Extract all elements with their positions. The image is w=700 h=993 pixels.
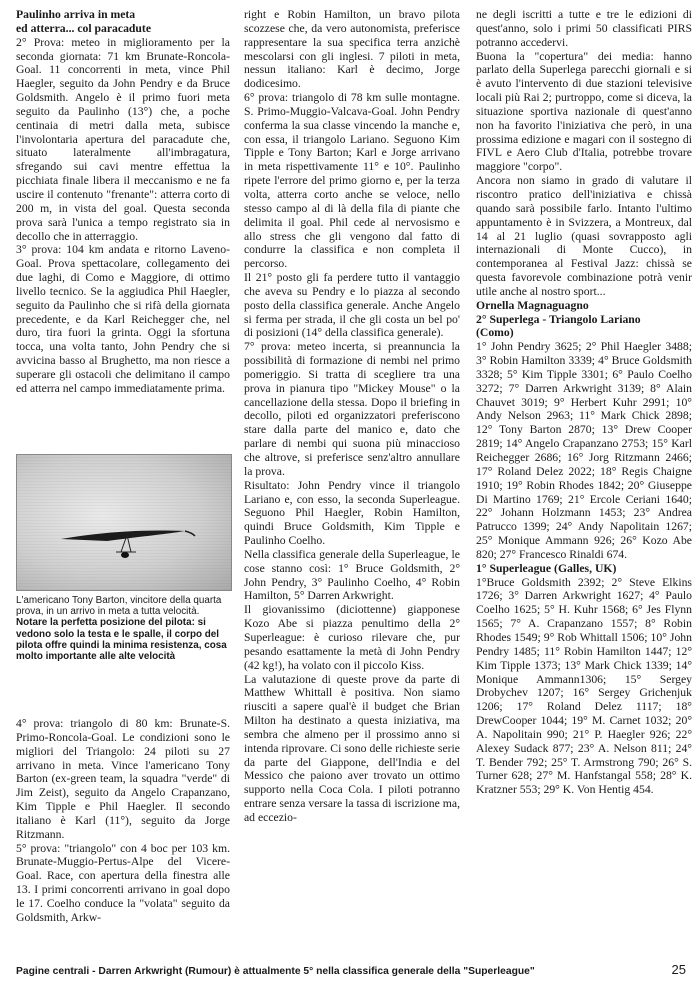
results-list-2: 1° John Pendry 3625; 2° Phil Haegler 3488; 3° Robin Hamilton 3339; 4° Bruce Goldsmith 3328; 5° Kim Tipple 3301; 6° Paulo Coelho 3272; 7° Darren Arkwright 3139; 8° Alain Chauvet 3019; 9° Herbert Kuhr 2991; 10° Andy Nelson 2963; 11° Mark Chick 2898; 12° Tony Barton 2870; 13° Drew Cooper 2819; 14° Angelo Crapanzano 2753; 15° Karl Reichegger 2686; 16° Jorg Ritzmann 2466; 17° Roland Delez 2022; 18° Regis Chaigne 1910; 19° Robin Rhodes 1842; 20° Giuseppe Di Martino 1769; 21° Ercole Ceriani 1640; 22° Johann Holzmann 1453; 23° Andrea Patrucco 1399; 24° Andy Napolitain 1267; 25° Monique Ammann 926; 26° Kozo Abe 820; 27° Francesco Rinaldi 674. (476, 340, 692, 561)
photo-caption-lead: L'americano Tony Barton, vincitore della quarta prova, in un arrivo in meta a tutta velocità. (16, 595, 222, 618)
paragraph-montreux: Ancora non siamo in grado di valutare il riscontro pratico dell'iniziativa e chissà quando sarà possibile farlo. Intanto l'ultimo appuntamento è in Svizzera, a Montreux, dal 14 al 21 luglio (quasi sovrapposto agli internazionali di Monte Cucco), in contemporanea al Festival Jazz: chissà se questa favorevole combinazione potrà venir utile anche al nostro sport... (476, 174, 692, 298)
column-2 (244, 8, 460, 825)
paragraph-continuation: right e Robin Hamilton, un bravo pilota scozzese che, da vero autonomista, preferisce rappresentare la sua specifica terra anzichè mescolarsi con gli inglesi. 7 piloti in meta, nessun italiano: Karl è decimo, Jorge dodicesimo. (244, 8, 460, 91)
footer-caption: Pagine centrali - Darren Arkwright (Rumour) è attualmente 5° nella classifica generale della "Superleague" (16, 966, 535, 977)
photo-caption (16, 595, 230, 662)
paragraph-21-posto: Il 21° posto gli fa perdere tutto il vantaggio che aveva su Pendry e lo piazza al secondo posto della classifica generale. Anche Angelo si ferma per strada, il che gli costa un bel po' di posizioni (14° della classifica generale). (244, 271, 460, 340)
paragraph-prova-5: 5° prova: "triangolo" con 4 boc per 103 km. Brunate-Muggio-Pertus-Alpe del Vicere-Goal. Race, con apertura della finestra alle 13. I primi concorrenti arrivano in goal dopo le 17. Coelho conduce la "volata" seguito da Goldsmith, Arkw- (16, 841, 230, 924)
paragraph-prova-6: 6° prova: triangolo di 78 km sulle montagne. S. Primo-Muggio-Valcava-Goal. John Pendry conferma la sua classe vincendo la manche e, con essa, il triangolo Lariano. Seguono Kim Tipple e Tony Barton; Karl e Jorge arrivano in meta rispettivamente 11° e 10°. Paulinho ripete l'errore del primo giorno e, per la terza volta, atterra corto anche se veloce, nello stesso campo al di là della fila di piante che delimita il goal. Phil cede al nervosismo e allo stress che gli vengono dal fatto di condurre la classifica e non completa il percorso. (244, 91, 460, 271)
paragraph-pirs: ne degli iscritti a tutte e tre le edizioni di quest'anno, solo i primi 50 classificati PIRS potranno accedervi. (476, 8, 692, 49)
column-3 (476, 8, 692, 797)
results-heading-2 (476, 313, 692, 341)
column-1 (16, 8, 230, 396)
page-number: 25 (671, 962, 686, 977)
paragraph-risultato: Risultato: John Pendry vince il triangolo Lariano e, con esso, la seconda Superleague. Seguono Phil Haegler, Robin Hamilton, quindi Bruce Goldsmith, Kim Tipple e Paulinho Coelho. (244, 478, 460, 548)
results-list-1: 1°Bruce Goldsmith 2392; 2° Steve Elkins 1726; 3° Darren Arkwright 1627; 4° Paulo Coelho 1625; 5° H. Kuhr 1568; 6° Jes Flynn 1565; 7° A. Crapanzano 1557; 8° Robin Rhodes 1549; 9° Rob Whittall 1506; 10° John Pendry 1485; 11° Robin Hamilton 1447; 12° Kim Tipple 1373; 13° Mark Chick 1339; 14° Monique Ammann1306; 15° Sergey Drobychev 1207; 16° Sergey Grichenjuk 1206; 17° Roland Delez 1117; 18° DrewCooper 1044; 19° M. Carnet 1032; 20° A. Napolitain 990; 21° P. Haegler 926; 22° Alexey Sudack 877; 23° A. Nelson 811; 24° T. Bender 792; 25° T. Armstrong 790; 26° S. Turner 628; 27° M. Hanfstangal 558; 28° K. Kratzner 553; 29° K. Von Hentig 454. (476, 575, 692, 797)
results-heading-1: 1° Superleague (Galles, UK) (476, 561, 617, 575)
paragraph-prova-3: 3° prova: 104 km andata e ritorno Laveno-Goal. Prova spettacolare, collegamento dei due laghi, di Como e Maggiore, di ottimo livello tecnico. Se la aggiudica Phil Haegler, seguito da Paulinho che si rifà della giornata precedente, e da Karl Reichegger che, nel duro, tira fuori la grinta. Oggi la sfortuna tocca, una volta tanto, John Pendry che si avvicina basso al Brughetto, ma non riesce a superare gli ostacoli che delimitano il campo ed atterra nel campo immediatamente prima. (16, 243, 230, 395)
paragraph-valutazione: La valutazione di queste prove da parte di Matthew Whittall è positiva. Non siamo riusciti a sapere qual'è il budget che Brian Milton ha destinato a questa iniziativa, ma sembra che almeno per il prossimo anno si intenda riprovare. Ci sono delle richieste serie da parte del Giappone, dell'India e del Messico che paiono aver trovato un ottimo supporto nella Coca Cola. I piloti potranno entrare senza versare la tassa di iscrizione ma, ad eccezio- (244, 672, 460, 824)
article-title (16, 8, 230, 36)
paragraph-prova-2: 2° Prova: meteo in miglioramento per la seconda giornata: 71 km Brunate-Roncola-Goal. 11 concorrenti in meta, vince Phil Haegler, seguito da John Pendry e da Bruce Goldsmith. Angelo è il primo fuori meta seguito da Paulinho (13°) che, a poche centinaia di metri dalla meta, subisce l'involontaria apertura del paracadute che, situato lateralmente all'imbragatura, sfregando sui cavi mentre effettua la picchiata finale libera il meccanismo e ne fa uscire il contenuto "frenante": atterra corto di 200 m, in vista del goal. Questa seconda prova sarà l'unica a tempo registrato sia in decollo che in atterraggio. (16, 35, 230, 243)
article-title-line-1: Paulinho arriva in meta (16, 8, 136, 21)
paragraph-prova-4: 4° prova: triangolo di 80 km: Brunate-S. Primo-Roncola-Goal. Le condizioni sono le migliori del Triangolo: 24 piloti su 27 arrivano in meta. Vince l'americano Tony Barton (ex-green team, la squadra "verde" di Jim Zeist), seguito da Angelo Crapanzano, Kim Tipple e Phil Haegler. Il secondo italiano è Karl (11°), seguito da Jorge Ritzmann. (16, 717, 230, 841)
photo-caption-rest: Notare la perfetta posizione del pilota: si vedono solo la testa e le spalle, il corpo del pilota offre quindi la minima resistenza, cosa molto importante alle alte velocità (16, 617, 227, 663)
paragraph-prova-7: 7° prova: meteo incerta, si preannuncia la possibilità di formazione di nembi nel primo pomeriggio. Si tratta di scegliere tra una prova in pianura tipo "Mickey Mouse" o la cancellazione della stessa. Dopo il briefing in decollo, piloti ed organizzatori preferiscono stare dalla parte del manico e, dato che parlare di nembi qui suona più minaccioso che altrove, si preferisce senz'altro annullare la prova. (244, 340, 460, 478)
results-heading-2-line-2: (Como) (476, 326, 514, 340)
paragraph-media: Buona la "copertura" dei media: hanno parlato della Superlega parecchi giornali e si è avuto l'intervento di due stazioni televisive locali più Rai 2; purtroppo, come si diceva, la situazione sportiva nazionale di quest'anno non ha favorito l'iniziativa che però, in una prossima edizione e magari con il sostegno di FIVL e Aero Club d'Italia, potrebbe trovare maggiore "corpo". (476, 49, 692, 174)
results-heading-2-line-1: 2° Superlega - Triangolo Lariano (476, 312, 641, 326)
hang-glider-photo (16, 454, 232, 591)
paragraph-kozo-abe: Il giovanissimo (diciottenne) giapponese Kozo Abe si piazza penultimo della 2° Superleague: è curioso rilevare che, pur pesando esattamente la metà di John Pendry (42 kg!), ha volato con il piccolo Kiss. (244, 603, 460, 672)
article-title-line-2: ed atterra... col paracadute (16, 21, 152, 35)
column-1-lower (16, 717, 230, 925)
paragraph-classifica: Nella classifica generale della Superleague, le cose stanno così: 1° Bruce Goldsmith, 2° John Pendry, 3° Paulinho Coelho, 4° Robin Hamilton, 5° Darren Arkwright. (244, 547, 460, 603)
author-signature: Ornella Magnaguagno (476, 298, 589, 312)
